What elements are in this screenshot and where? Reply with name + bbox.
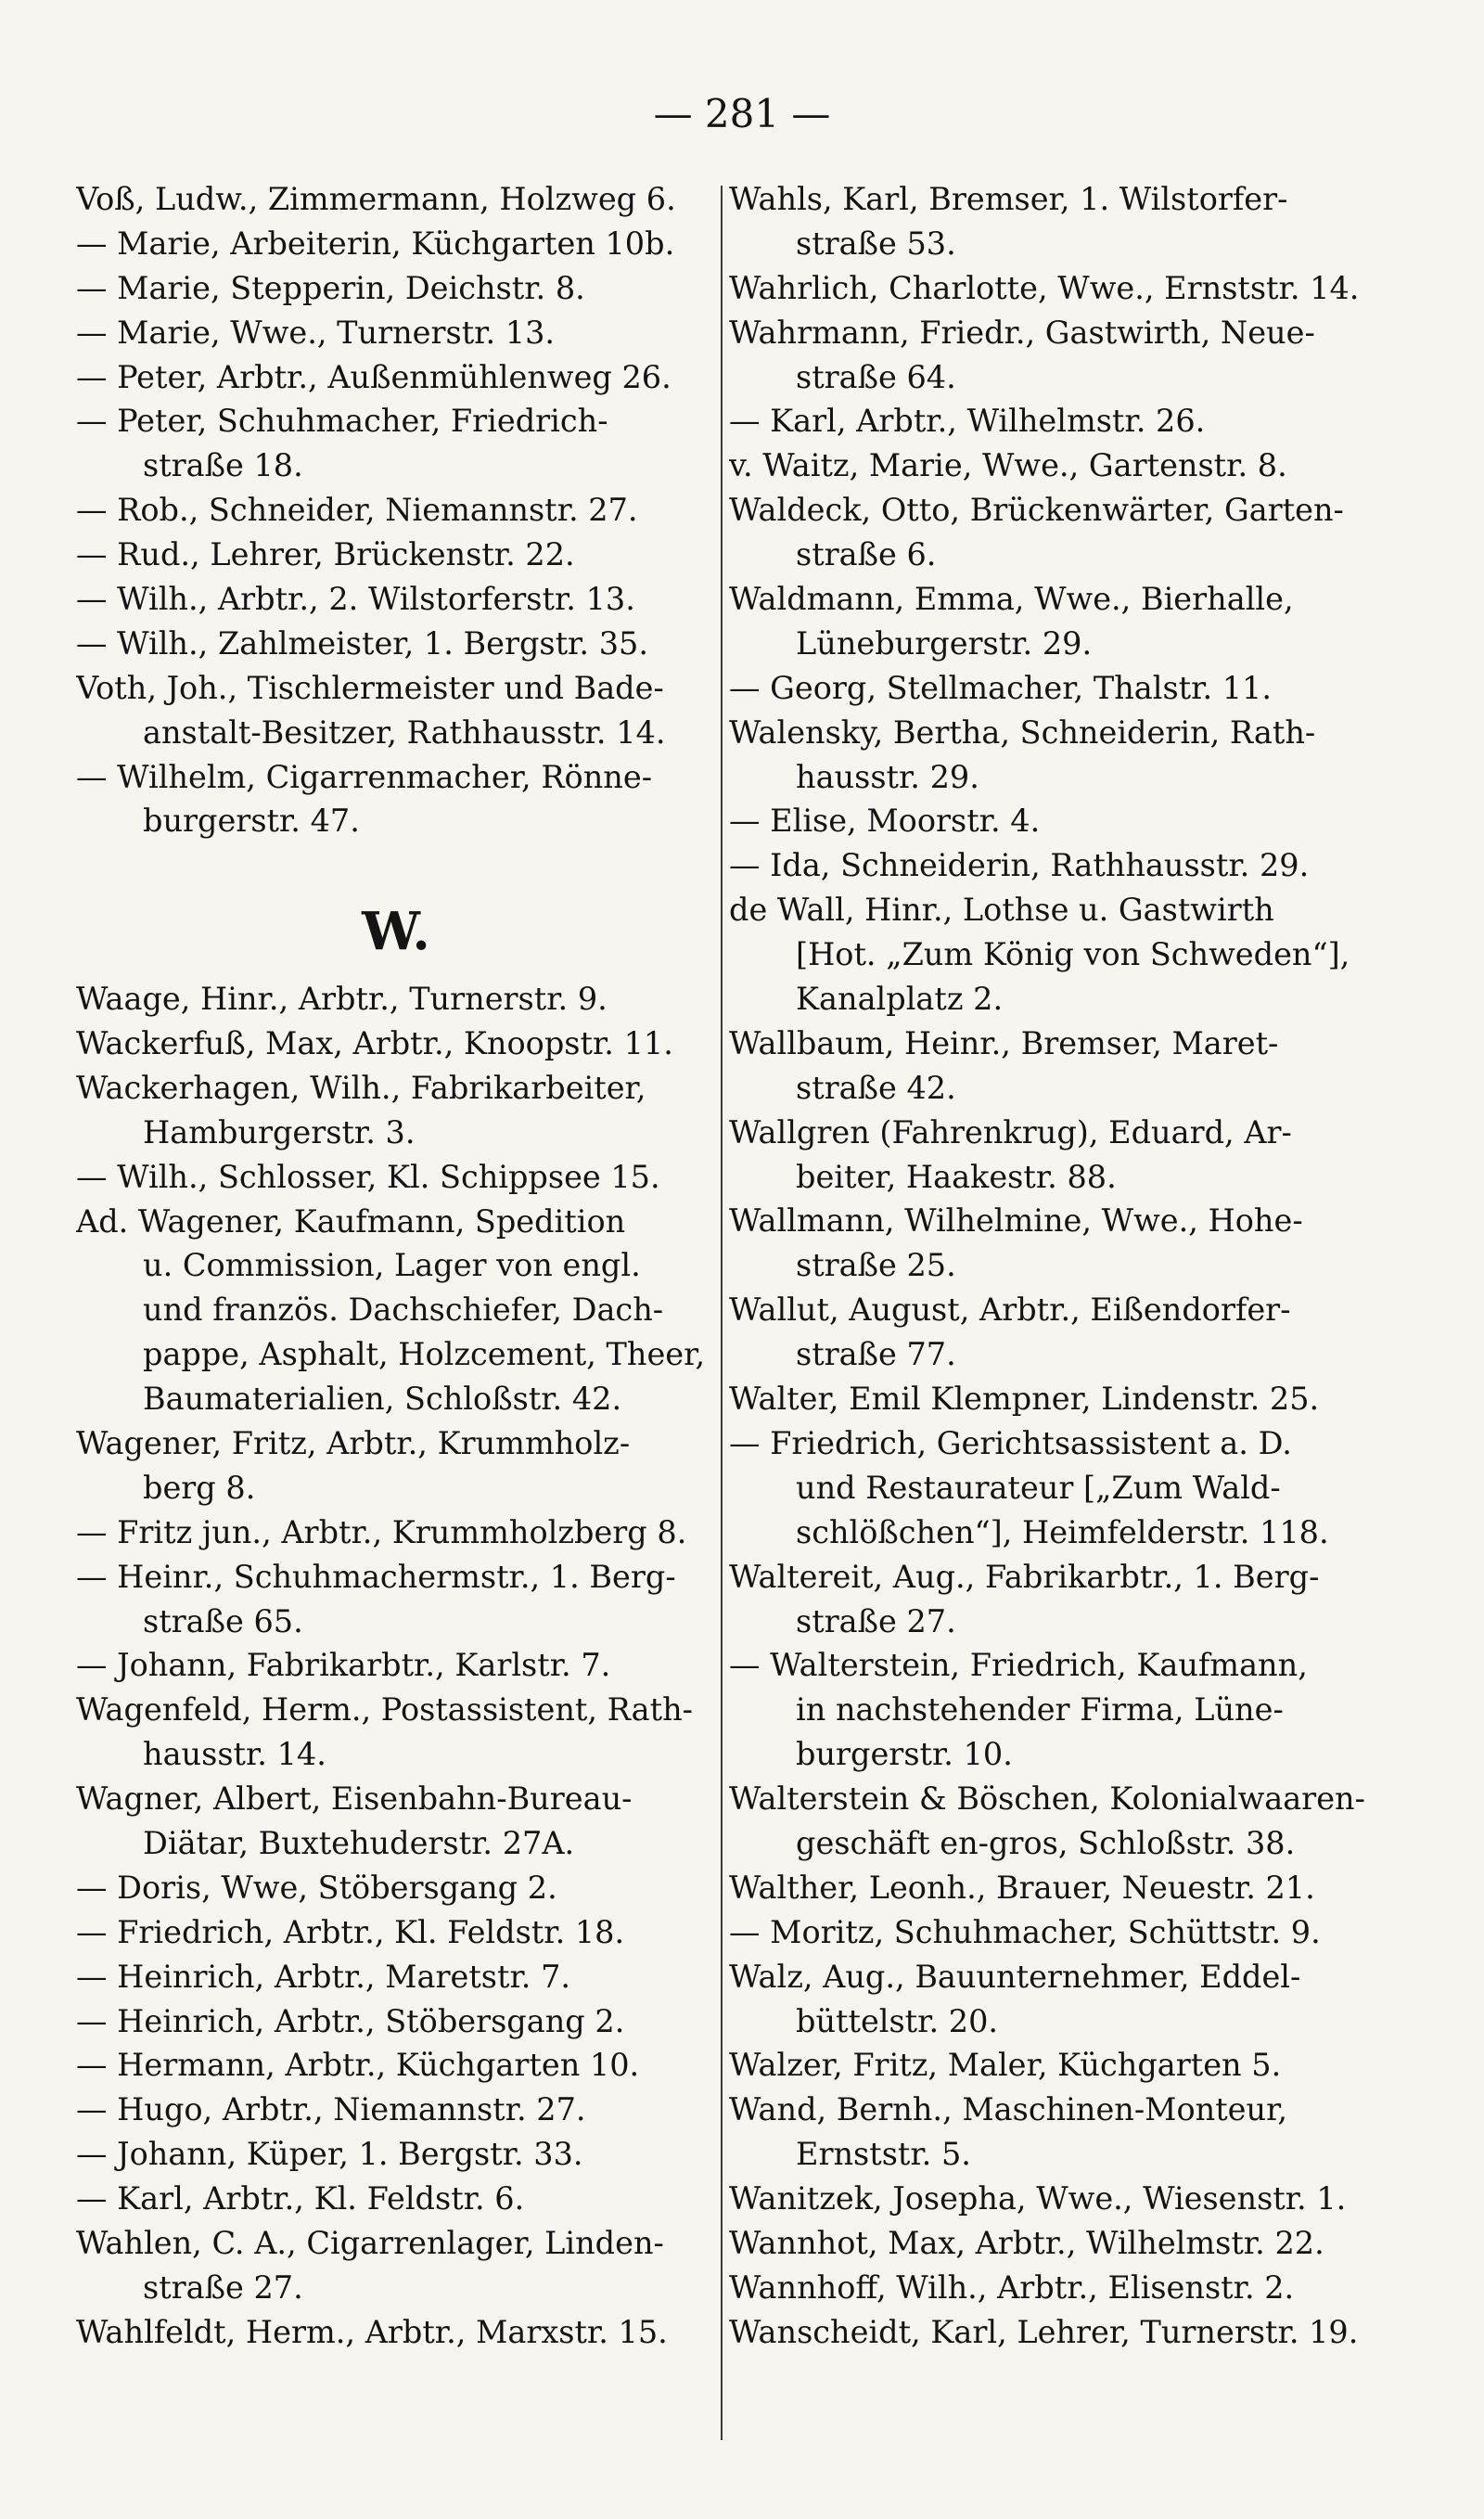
directory-line: — Wilh., Schlosser, Kl. Schippsee 15. [76,1158,660,1195]
directory-line: — Georg, Stellmacher, Thalstr. 11. [729,669,1273,706]
directory-line: — Hugo, Arbtr., Niemannstr. 27. [76,2091,586,2128]
directory-line: burgerstr. 10. [796,1736,1013,1773]
directory-line: Wagenfeld, Herm., Postassistent, Rath- [76,1691,693,1729]
directory-line: straße 27. [796,1602,956,1639]
directory-line: — Elise, Moorstr. 4. [729,803,1041,840]
directory-line: Wahrmann, Friedr., Gastwirth, Neue- [729,314,1315,351]
directory-line: — Heinr., Schuhmachermstr., 1. Berg- [76,1558,676,1595]
directory-line: — Marie, Arbeiterin, Küchgarten 10b. [76,225,675,262]
directory-line: — Ida, Schneiderin, Rathhausstr. 29. [729,847,1310,884]
right-column [729,177,1369,2355]
directory-line: de Wall, Hinr., Lothse u. Gastwirth [729,892,1274,929]
directory-line: Baumaterialien, Schloßstr. 42. [143,1381,622,1418]
directory-line: und französ. Dachschiefer, Dach- [143,1292,664,1329]
directory-line: — Karl, Arbtr., Kl. Feldstr. 6. [76,2180,525,2217]
left-column [76,177,716,2355]
directory-line: Wallmann, Wilhelmine, Wwe., Hohe- [729,1202,1303,1240]
directory-line: Diätar, Buxtehuderstr. 27A. [143,1824,575,1861]
directory-line: — Walterstein, Friedrich, Kaufmann, [729,1647,1308,1684]
directory-line: Wahlfeldt, Herm., Arbtr., Marxstr. 15. [76,2313,668,2350]
directory-line: Wahlen, C. A., Cigarrenlager, Linden- [76,2224,664,2261]
directory-line: — Johann, Fabrikarbtr., Karlstr. 7. [76,1647,611,1684]
directory-line: — Wilh., Arbtr., 2. Wilstorferstr. 13. [76,581,635,618]
directory-line: u. Commission, Lager von engl. [143,1247,641,1284]
directory-line: — Wilh., Zahlmeister, 1. Bergstr. 35. [76,624,648,662]
page-number: — 281 — [653,91,831,136]
directory-line: Waltereit, Aug., Fabrikarbtr., 1. Berg- [729,1558,1320,1595]
directory-line: Ernststr. 5. [796,2136,971,2173]
directory-line: Wallgren (Fahrenkrug), Eduard, Ar- [729,1113,1292,1150]
directory-line: — Heinrich, Arbtr., Stöbersgang 2. [76,2002,625,2039]
directory-line: Walterstein & Böschen, Kolonialwaaren- [729,1780,1365,1818]
directory-line: straße 77. [796,1336,956,1373]
directory-line: in nachstehender Firma, Lüne- [796,1691,1284,1729]
directory-line: Wannhot, Max, Arbtr., Wilhelmstr. 22. [729,2224,1324,2261]
directory-line: schlößchen“], Heimfelderstr. 118. [796,1513,1329,1550]
directory-line: berg 8. [143,1469,256,1506]
directory-line: — Friedrich, Gerichtsassistent a. D. [729,1424,1292,1461]
directory-line: — Hermann, Arbtr., Küchgarten 10. [76,2047,640,2084]
directory-line: Wackerfuß, Max, Arbtr., Knoopstr. 11. [76,1024,673,1061]
directory-line: straße 6. [796,536,937,573]
directory-line: straße 64. [796,358,956,395]
directory-line: Voth, Joh., Tischlermeister und Bade- [76,669,664,706]
directory-line: Wallbaum, Heinr., Bremser, Maret- [729,1024,1279,1061]
section-letter: W. [362,901,430,963]
directory-line: straße 42. [796,1069,956,1106]
directory-line: — Wilhelm, Cigarrenmacher, Rönne- [76,758,653,795]
directory-line: — Doris, Wwe, Stöbersgang 2. [76,1869,557,1906]
directory-line: Wackerhagen, Wilh., Fabrikarbeiter, [76,1069,646,1106]
directory-line: Kanalplatz 2. [796,981,1004,1018]
directory-line: Waage, Hinr., Arbtr., Turnerstr. 9. [76,981,608,1018]
directory-line: v. Waitz, Marie, Wwe., Gartenstr. 8. [729,447,1287,484]
directory-line: Wallut, August, Arbtr., Eißendorfer- [729,1292,1291,1329]
directory-line: Waldeck, Otto, Brückenwärter, Garten- [729,492,1344,529]
directory-line: Lüneburgerstr. 29. [796,624,1093,662]
directory-line: Walther, Leonh., Brauer, Neuestr. 21. [729,1869,1315,1906]
directory-line: straße 27. [143,2268,303,2306]
directory-line: — Marie, Wwe., Turnerstr. 13. [76,314,556,351]
directory-line: burgerstr. 47. [143,803,360,840]
directory-line: hausstr. 14. [143,1736,326,1773]
directory-line: — Rud., Lehrer, Brückenstr. 22. [76,536,575,573]
directory-line: — Friedrich, Arbtr., Kl. Feldstr. 18. [76,1913,625,1950]
directory-line: Wanscheidt, Karl, Lehrer, Turnerstr. 19. [729,2313,1359,2350]
directory-line: — Fritz jun., Arbtr., Krummholzberg 8. [76,1513,687,1550]
directory-line: — Moritz, Schuhmacher, Schüttstr. 9. [729,1913,1321,1950]
directory-line: — Peter, Schuhmacher, Friedrich- [76,403,608,440]
directory-line: Walz, Aug., Bauunternehmer, Eddel- [729,1958,1301,1995]
directory-line: — Peter, Arbtr., Außenmühlenweg 26. [76,358,672,395]
directory-line: — Karl, Arbtr., Wilhelmstr. 26. [729,403,1206,440]
directory-line: Wannhoff, Wilh., Arbtr., Elisenstr. 2. [729,2268,1295,2306]
directory-line: straße 18. [143,447,303,484]
directory-line: Wahls, Karl, Bremser, 1. Wilstorfer- [729,181,1288,217]
directory-line: pappe, Asphalt, Holzcement, Theer, [143,1336,706,1373]
directory-line: anstalt-Besitzer, Rathhausstr. 14. [143,713,666,751]
directory-line: Wahrlich, Charlotte, Wwe., Ernststr. 14. [729,269,1360,306]
directory-line: Ad. Wagener, Kaufmann, Spedition [76,1202,626,1240]
blank-line [76,843,716,888]
directory-line: Walzer, Fritz, Maler, Küchgarten 5. [729,2047,1282,2084]
directory-line: straße 25. [796,1247,956,1284]
directory-line: Wagener, Fritz, Arbtr., Krummholz- [76,1424,631,1461]
directory-line: [Hot. „Zum König von Schweden“], [796,936,1350,973]
directory-line: hausstr. 29. [796,758,979,795]
column-divider [721,186,723,2440]
directory-line: beiter, Haakestr. 88. [796,1158,1117,1195]
directory-line: Wand, Bernh., Maschinen-Monteur, [729,2091,1288,2128]
directory-line: Walter, Emil Klempner, Lindenstr. 25. [729,1381,1320,1418]
directory-line: Walensky, Bertha, Schneiderin, Rath- [729,713,1316,751]
directory-line: straße 53. [796,225,956,262]
directory-line: — Johann, Küper, 1. Bergstr. 33. [76,2136,583,2173]
directory-line: Hamburgerstr. 3. [143,1113,416,1150]
directory-line: büttelstr. 20. [796,2002,999,2039]
directory-line: Wanitzek, Josepha, Wwe., Wiesenstr. 1. [729,2180,1347,2217]
directory-line: — Heinrich, Arbtr., Maretstr. 7. [76,1958,571,1995]
directory-line: Waldmann, Emma, Wwe., Bierhalle, [729,581,1294,618]
directory-line: — Marie, Stepperin, Deichstr. 8. [76,269,585,306]
directory-line: geschäft en-gros, Schloßstr. 38. [796,1824,1296,1861]
directory-line: Wagner, Albert, Eisenbahn-Bureau- [76,1780,633,1818]
directory-line: — Rob., Schneider, Niemannstr. 27. [76,492,638,529]
directory-line: straße 65. [143,1602,303,1639]
directory-line: Voß, Ludw., Zimmermann, Holzweg 6. [76,181,676,217]
directory-line: und Restaurateur [„Zum Wald- [796,1469,1281,1506]
